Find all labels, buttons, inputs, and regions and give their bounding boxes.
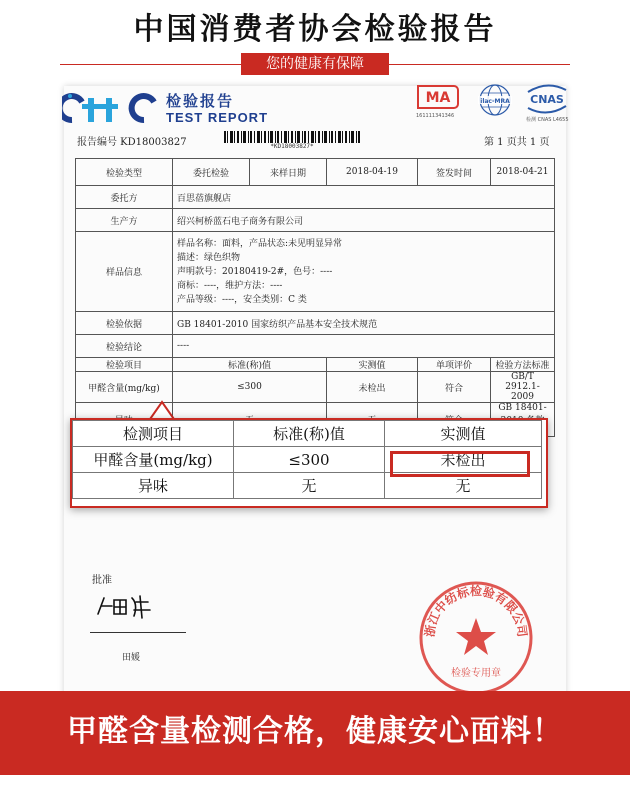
cma-mark [412,82,460,120]
page-title: 中国消费者协会检验报告 [133,12,497,47]
producer-label: 生产方 [76,209,173,232]
result-header-row [76,358,555,372]
table-row [76,312,555,335]
stamp-star-icon [456,618,496,655]
sample-info-value [173,232,555,312]
producer-value: 绍兴柯桥蓝石电子商务有限公司 [173,209,555,232]
sample-info-line: 描述：绿色织物 [177,252,241,263]
page-number: 第 1 页共 1 页 [484,137,550,148]
zoom-item: 甲醛含量(mg/kg) [73,447,234,473]
sample-info-line: 声明款号：20180419-2#，色号：---- [177,266,333,277]
basis-label: 检验依据 [76,312,173,335]
sample-info-label: 样品信息 [76,232,173,312]
client-value: 百思蓓旗舰店 [173,186,555,209]
report-title-cn: 检验报告 [166,92,235,110]
barcode-text: *KD18003827* [270,143,314,150]
zoom-header-item: 检测项目 [73,421,234,447]
signature-line [90,632,186,633]
report-number: 报告编号 KD18003827 [77,137,187,148]
issue-date-label: 签发时间 [418,159,491,186]
table-row [76,335,555,358]
result-standard: ≤300 [173,372,327,403]
inspection-type-value: 委托检验 [173,159,250,186]
zoom-header-row [73,421,542,447]
result-method: GB/T 2912.1-2009 [491,372,555,403]
ribbon-badge: 您的健康有保障 [241,53,389,75]
table-row [76,209,555,232]
zoom-standard: ≤300 [234,447,385,473]
basis-value: GB 18401-2010 国家纺织产品基本安全技术规范 [173,312,555,335]
result-row [76,372,555,403]
sample-info-line: 产品等级：----，安全类别：C 类 [177,294,307,305]
conclusion-value: ---- [173,335,555,358]
sample-info-line: 商标：----，维护方法：---- [177,280,283,291]
result-header-method: 检验方法标准 [491,358,555,372]
result-header-evaluation: 单项评价 [418,358,491,372]
table-row [76,159,555,186]
bottom-strip [0,775,630,800]
client-label: 委托方 [76,186,173,209]
result-header-measured: 实测值 [327,358,418,372]
result-evaluation: 符合 [418,372,491,403]
result-method: GB 18401- [491,403,555,437]
zoom-header-standard: 标准(称)值 [234,421,385,447]
barcode-icon [224,131,360,143]
ilac-text: ilac-MRA [480,98,510,105]
promo-banner-text: 甲醛含量检测合格，健康安心面料！ [67,714,563,749]
cnas-text: CNAS [530,93,564,106]
cnas-caption: 检测 CNAS L4655 [526,117,569,123]
ilac-globe-icon [472,82,518,122]
cnas-swoosh-icon [524,82,570,116]
report-table [75,158,555,437]
result-item: 甲醛含量(mg/kg) [76,372,173,403]
sample-info-line: 样品名称：面料，产品状态:未见明显异常 [177,238,343,249]
zoom-standard: 无 [234,473,385,499]
cnas-mark [524,82,570,123]
cma-text: MA [425,90,451,106]
stamp-subtext: 检验专用章 [451,668,501,679]
conclusion-label: 检验结论 [76,335,173,358]
result-header-standard: 标准(称)值 [173,358,327,372]
table-row [76,232,555,312]
cttc-logo [62,90,162,128]
measured-highlight-box [390,451,530,477]
inspection-type-label: 检验类型 [76,159,173,186]
table-row [76,186,555,209]
sample-date-value: 2018-04-19 [327,159,418,186]
zoom-measured: 无 [385,473,542,499]
result-measured: 未检出 [327,372,418,403]
result-header-item: 检验项目 [76,358,173,372]
official-stamp [414,576,538,700]
zoom-measured: 未检出 [385,447,542,473]
issue-date-value: 2018-04-21 [491,159,555,186]
ilac-mark [472,82,518,126]
zoom-item: 异味 [73,473,234,499]
approver-label: 批准 [92,575,112,586]
stamp-text: 浙江中纺标检验有限公司 [422,584,530,638]
sample-date-label: 来样日期 [250,159,327,186]
signature-icon [94,592,154,620]
zoom-header-measured: 实测值 [385,421,542,447]
cma-number: 161111341346 [416,113,455,119]
report-title-en: TEST REPORT [166,110,269,125]
cma-icon [412,82,460,116]
approver-name: 田媛 [122,653,141,663]
